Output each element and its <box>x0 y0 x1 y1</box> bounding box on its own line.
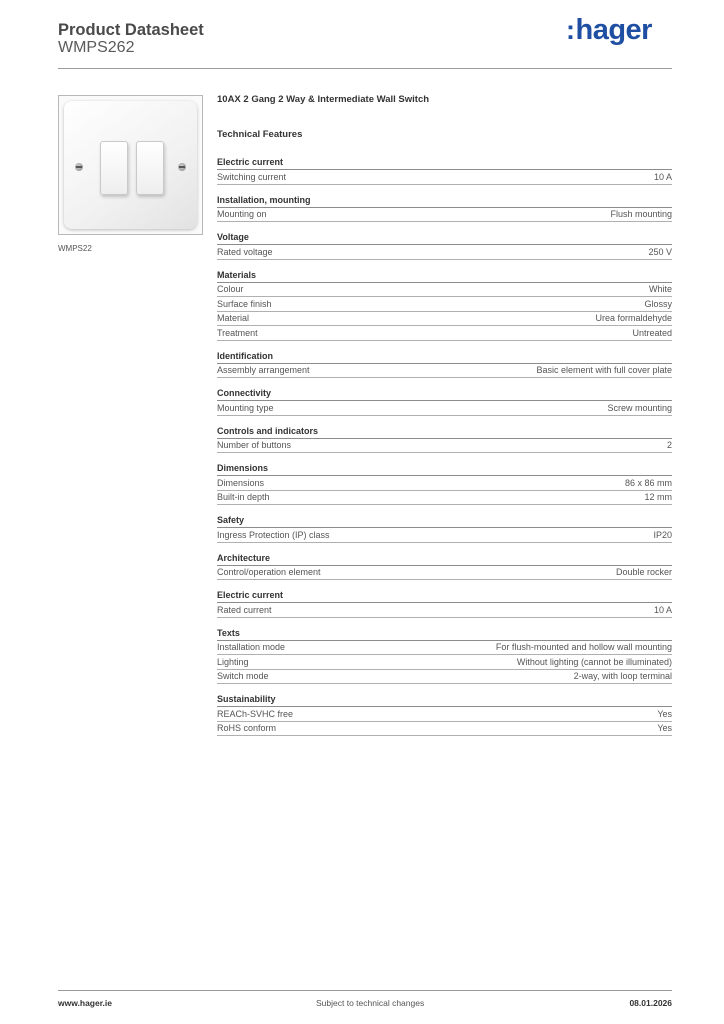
spec-group-heading: Connectivity <box>217 387 672 401</box>
spec-label: Material <box>217 313 250 324</box>
spec-group <box>217 693 672 736</box>
footer-notice: Subject to technical changes <box>316 998 425 1008</box>
spec-row <box>217 326 672 341</box>
spec-group <box>217 231 672 260</box>
spec-group-heading: Safety <box>217 514 672 528</box>
spec-label: RoHS conform <box>217 723 277 734</box>
spec-row <box>217 439 672 454</box>
spec-value: Without lighting (cannot be illuminated) <box>516 656 672 667</box>
spec-row <box>217 670 672 685</box>
spec-content <box>217 94 672 745</box>
footer-website: www.hager.ie <box>58 998 113 1008</box>
spec-row <box>217 722 672 737</box>
spec-row <box>217 283 672 298</box>
spec-group-heading: Identification <box>217 350 672 364</box>
spec-value: 10 A <box>653 604 672 615</box>
spec-value: Glossy <box>644 298 672 309</box>
screw-right-icon <box>178 163 186 171</box>
spec-row <box>217 476 672 491</box>
footer-date: 08.01.2026 <box>629 998 672 1008</box>
spec-groups <box>217 156 672 736</box>
rocker-left <box>100 141 128 195</box>
spec-value: 2-way, with loop terminal <box>573 671 672 682</box>
spec-label: Surface finish <box>217 298 272 309</box>
spec-group-heading: Architecture <box>217 552 672 566</box>
spec-value: White <box>648 284 672 295</box>
spec-label: REACh-SVHC free <box>217 708 294 719</box>
spec-row <box>217 655 672 670</box>
logo-colon-icon: : <box>566 15 575 45</box>
product-code: WMPS262 <box>58 39 135 56</box>
image-caption: WMPS22 <box>58 244 92 253</box>
logo-text: hager <box>575 14 652 46</box>
spec-row <box>217 170 672 185</box>
hager-logo <box>566 14 652 47</box>
spec-label: Assembly arrangement <box>217 365 310 376</box>
spec-group <box>217 387 672 416</box>
spec-row <box>217 297 672 312</box>
spec-label: Switching current <box>217 171 287 182</box>
spec-row <box>217 491 672 506</box>
spec-group <box>217 514 672 543</box>
footer-divider <box>58 990 672 991</box>
spec-group-heading: Electric current <box>217 156 672 170</box>
spec-value: IP20 <box>653 529 672 540</box>
spec-value: 2 <box>666 440 672 451</box>
spec-label: Number of buttons <box>217 440 292 451</box>
spec-value: 86 x 86 mm <box>624 477 672 488</box>
spec-row <box>217 641 672 656</box>
spec-value: 250 V <box>648 246 672 257</box>
spec-value: Untreated <box>632 327 672 338</box>
spec-group <box>217 627 672 685</box>
spec-group <box>217 425 672 454</box>
spec-value: Double rocker <box>615 567 672 578</box>
spec-label: Control/operation element <box>217 567 321 578</box>
spec-label: Lighting <box>217 656 249 667</box>
spec-group-heading: Sustainability <box>217 693 672 707</box>
spec-value: Urea formaldehyde <box>595 313 672 324</box>
spec-group <box>217 156 672 185</box>
spec-row <box>217 603 672 618</box>
spec-group <box>217 350 672 379</box>
spec-label: Rated voltage <box>217 246 273 257</box>
spec-label: Rated current <box>217 604 272 615</box>
spec-value: Yes <box>657 723 672 734</box>
spec-label: Treatment <box>217 327 258 338</box>
spec-row <box>217 245 672 260</box>
spec-group <box>217 194 672 223</box>
screw-left-icon <box>75 163 83 171</box>
spec-label: Ingress Protection (IP) class <box>217 529 330 540</box>
spec-row <box>217 208 672 223</box>
spec-group-heading: Dimensions <box>217 462 672 476</box>
spec-value: Basic element with full cover plate <box>536 365 672 376</box>
header-divider <box>58 68 672 69</box>
spec-group-heading: Installation, mounting <box>217 194 672 208</box>
spec-group-heading: Voltage <box>217 231 672 245</box>
spec-value: Flush mounting <box>610 209 672 220</box>
spec-value: 12 mm <box>644 492 672 503</box>
spec-group-heading: Materials <box>217 269 672 283</box>
spec-row <box>217 707 672 722</box>
spec-label: Colour <box>217 284 244 295</box>
spec-label: Dimensions <box>217 477 265 488</box>
spec-row <box>217 312 672 327</box>
features-heading: Technical Features <box>217 129 303 140</box>
product-image <box>58 95 203 235</box>
spec-group-heading: Electric current <box>217 589 672 603</box>
spec-label: Installation mode <box>217 642 286 653</box>
spec-group <box>217 269 672 341</box>
spec-value: 10 A <box>653 171 672 182</box>
switch-plate <box>64 101 197 229</box>
spec-group <box>217 462 672 505</box>
spec-value: Screw mounting <box>607 402 672 413</box>
spec-value: For flush-mounted and hollow wall mounting <box>495 642 672 653</box>
spec-label: Mounting type <box>217 402 274 413</box>
product-name: 10AX 2 Gang 2 Way & Intermediate Wall Switch <box>217 94 430 105</box>
spec-group-heading: Controls and indicators <box>217 425 672 439</box>
spec-row <box>217 566 672 581</box>
spec-label: Built-in depth <box>217 492 270 503</box>
spec-row <box>217 528 672 543</box>
rocker-right <box>136 141 164 195</box>
spec-row <box>217 364 672 379</box>
spec-label: Switch mode <box>217 671 269 682</box>
spec-group <box>217 589 672 618</box>
spec-group <box>217 552 672 581</box>
spec-label: Mounting on <box>217 209 267 220</box>
spec-row <box>217 401 672 416</box>
spec-value: Yes <box>657 708 672 719</box>
page-title: Product Datasheet <box>58 21 204 39</box>
spec-group-heading: Texts <box>217 627 672 641</box>
